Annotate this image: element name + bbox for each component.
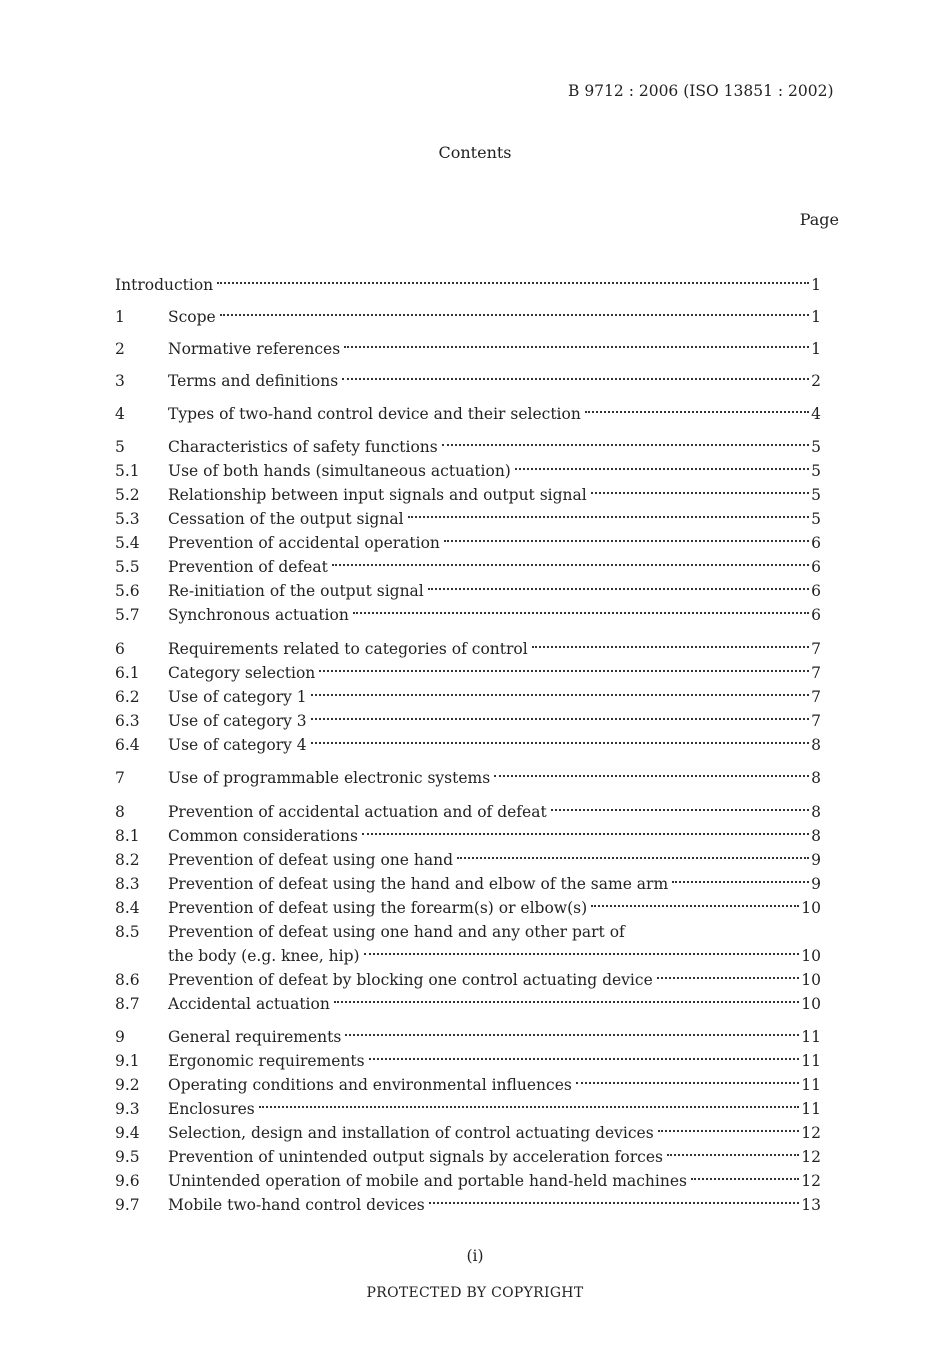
toc-entry-page: 9 (811, 875, 821, 893)
toc-entry-number: 9.2 (115, 1076, 140, 1094)
toc-entry-page: 10 (801, 947, 821, 965)
dot-leader (667, 1154, 799, 1156)
toc-entry[interactable] (115, 555, 821, 579)
toc-entry-line (168, 1169, 821, 1193)
toc-entry-title: Prevention of accidental operation (168, 531, 444, 555)
toc-entry-page: 10 (801, 995, 821, 1013)
dot-leader (220, 314, 809, 316)
toc-entry-number: 5.7 (115, 606, 140, 624)
toc-entry-title: Use of category 3 (168, 709, 311, 733)
toc-entry-number: 8.3 (115, 875, 140, 893)
toc-entry-number: 5.5 (115, 558, 140, 576)
toc-entry-page: 8 (811, 736, 821, 754)
toc-entry-number: 8.1 (115, 827, 140, 845)
toc-entry-line (168, 733, 821, 757)
toc-entry-page: 10 (801, 899, 821, 917)
dot-leader (457, 857, 809, 859)
dot-leader (311, 742, 809, 744)
toc-entry-number: 3 (115, 372, 125, 390)
toc-entry-line (168, 1145, 821, 1169)
toc-entry[interactable] (115, 1097, 821, 1121)
toc-entry-line (168, 507, 821, 531)
dot-leader (345, 1034, 799, 1036)
dot-leader (591, 492, 809, 494)
dot-leader (532, 646, 809, 648)
toc-entry[interactable] (115, 1025, 821, 1049)
toc-entry-page: 12 (801, 1172, 821, 1190)
toc-entry-line (168, 992, 821, 1016)
toc-entry-number: 5.2 (115, 486, 140, 504)
toc-entry-title: Prevention of defeat using one hand (168, 848, 457, 872)
toc-entry-line (168, 459, 821, 483)
toc-entry-number: 5.1 (115, 462, 140, 480)
toc-entry-page: 5 (811, 462, 821, 480)
toc-entry-page: 9 (811, 851, 821, 869)
toc-entry-line (168, 944, 821, 968)
toc-entry-line (168, 848, 821, 872)
dot-leader (344, 346, 809, 348)
toc-entry[interactable] (115, 637, 821, 661)
dot-leader (311, 718, 809, 720)
toc-entry[interactable] (115, 273, 821, 297)
toc-entry-line (168, 800, 821, 824)
toc-entry-page: 6 (811, 534, 821, 552)
toc-entry-line (168, 555, 821, 579)
dot-leader (342, 378, 809, 380)
toc-entry-page: 1 (811, 308, 821, 326)
toc-entry-line (168, 824, 821, 848)
toc-entry[interactable] (115, 459, 821, 483)
dot-leader (429, 1202, 800, 1204)
toc-entry-page: 11 (801, 1076, 821, 1094)
toc-entry-title: Use of programmable electronic systems (168, 766, 494, 790)
toc-entry-page: 7 (811, 712, 821, 730)
toc-entry-page: 7 (811, 640, 821, 658)
toc-entry-title: Selection, design and installation of control actuating devices (168, 1121, 658, 1145)
toc-entry-page: 11 (801, 1028, 821, 1046)
toc-entry-page: 10 (801, 971, 821, 989)
toc-entry[interactable] (115, 733, 821, 757)
toc-entry-line (168, 920, 821, 944)
toc-entry-line (168, 1097, 821, 1121)
toc-entry-line (168, 1025, 821, 1049)
toc-entry-title: General requirements (168, 1025, 345, 1049)
toc-entry-line (168, 337, 821, 361)
dot-leader (408, 516, 809, 518)
toc-entry-page: 8 (811, 803, 821, 821)
dot-leader (515, 468, 809, 470)
toc-entry-number: 2 (115, 340, 125, 358)
toc-entry-line (168, 872, 821, 896)
toc-entry[interactable] (115, 800, 821, 824)
toc-entry-line (168, 1121, 821, 1145)
toc-entry-title: Operating conditions and environmental influences (168, 1073, 576, 1097)
toc-entry-title: Prevention of defeat (168, 555, 332, 579)
toc-entry[interactable] (115, 992, 821, 1016)
toc-entry-number: 6.4 (115, 736, 140, 754)
toc-entry[interactable] (115, 1049, 821, 1073)
dot-leader (658, 1130, 800, 1132)
toc-entry-title: the body (e.g. knee, hip) (168, 944, 364, 968)
toc-entry[interactable] (115, 337, 821, 361)
toc-entry[interactable] (115, 872, 821, 896)
toc-entry-title: Types of two-hand control device and their selection (168, 402, 585, 426)
dot-leader (364, 953, 800, 955)
toc-entry[interactable] (115, 579, 821, 603)
toc-entry[interactable] (115, 1073, 821, 1097)
toc-entry-number: 8.6 (115, 971, 140, 989)
toc-entry-page: 11 (801, 1100, 821, 1118)
dot-leader (217, 282, 809, 284)
toc-entry-line (168, 435, 821, 459)
page-column-label: Page (799, 210, 839, 229)
toc-entry[interactable] (115, 1121, 821, 1145)
toc-entry-number: 6.1 (115, 664, 140, 682)
toc-entry-page: 8 (811, 827, 821, 845)
toc-entry-title: Prevention of accidental actuation and of defeat (168, 800, 551, 824)
toc-entry-line (168, 661, 821, 685)
toc-entry-line (168, 1049, 821, 1073)
toc-entry-line (168, 968, 821, 992)
toc-entry-number: 9.7 (115, 1196, 140, 1214)
toc-entry-title: Cessation of the output signal (168, 507, 408, 531)
toc-entry-number: 8 (115, 803, 125, 821)
copyright-notice: PROTECTED BY COPYRIGHT (366, 1285, 584, 1301)
toc-entry-title: Use of category 1 (168, 685, 311, 709)
toc-entry-page: 6 (811, 558, 821, 576)
dot-leader (691, 1178, 799, 1180)
toc-entry-number: 8.4 (115, 899, 140, 917)
toc-entry-number: 8.5 (115, 923, 140, 941)
toc-entry-page: 2 (811, 372, 821, 390)
toc-entry-title: Common considerations (168, 824, 362, 848)
toc-entry-title: Enclosures (168, 1097, 259, 1121)
dot-leader (585, 411, 809, 413)
toc-entry-title: Prevention of defeat using one hand and any other part of (168, 920, 629, 944)
toc-entry-title: Accidental actuation (168, 992, 334, 1016)
dot-leader (672, 881, 809, 883)
toc-entry[interactable] (115, 766, 821, 790)
toc-entry-title: Use of both hands (simultaneous actuation) (168, 459, 515, 483)
toc-entry-number: 6.3 (115, 712, 140, 730)
toc-entry-title: Synchronous actuation (168, 603, 353, 627)
toc-entry-number: 5.4 (115, 534, 140, 552)
toc-entry-title: Prevention of defeat by blocking one control actuating device (168, 968, 657, 992)
toc-entry-title: Use of category 4 (168, 733, 311, 757)
toc-entry[interactable] (115, 402, 821, 426)
toc-entry-page: 7 (811, 664, 821, 682)
toc-entry-page: 1 (811, 340, 821, 358)
toc-entry-title: Normative references (168, 337, 344, 361)
toc-entry-page: 6 (811, 606, 821, 624)
toc-entry-title: Introduction (115, 273, 217, 297)
toc-entry-line (168, 531, 821, 555)
toc-entry-number: 8.2 (115, 851, 140, 869)
toc-entry[interactable] (115, 709, 821, 733)
toc-entry-title: Prevention of defeat using the hand and elbow of the same arm (168, 872, 672, 896)
dot-leader (657, 977, 800, 979)
dot-leader (362, 833, 809, 835)
toc-entry-page: 5 (811, 438, 821, 456)
toc-entry[interactable] (115, 1145, 821, 1169)
toc-entry-line (115, 273, 821, 297)
toc-entry-number: 5.6 (115, 582, 140, 600)
toc-entry-line (168, 579, 821, 603)
toc-entry[interactable] (115, 531, 821, 555)
dot-leader (259, 1106, 800, 1108)
page-number: (i) (466, 1247, 484, 1265)
toc-entry-title: Unintended operation of mobile and portable hand-held machines (168, 1169, 691, 1193)
toc-entry[interactable] (115, 968, 821, 992)
dot-leader (591, 905, 799, 907)
toc-entry[interactable] (115, 824, 821, 848)
toc-entry-title: Terms and definitions (168, 369, 342, 393)
toc-entry-number: 7 (115, 769, 125, 787)
toc-entry-line (168, 896, 821, 920)
page-title: Contents (438, 143, 512, 162)
dot-leader (576, 1082, 799, 1084)
toc-entry[interactable] (115, 305, 821, 329)
toc-entry[interactable] (115, 1169, 821, 1193)
toc-entry[interactable] (115, 848, 821, 872)
toc-entry[interactable] (115, 507, 821, 531)
toc-entry[interactable] (115, 661, 821, 685)
toc-entry[interactable] (115, 483, 821, 507)
toc-entry-page: 6 (811, 582, 821, 600)
toc-entry-number: 5 (115, 438, 125, 456)
toc-entry[interactable] (115, 920, 821, 944)
toc-entry-number: 5.3 (115, 510, 140, 528)
toc-entry[interactable] (115, 896, 821, 920)
toc-entry-line (168, 369, 821, 393)
toc-entry-line (168, 1193, 821, 1217)
dot-leader (551, 809, 809, 811)
toc-entry-line (168, 305, 821, 329)
toc-entry-line (168, 637, 821, 661)
toc-entry-page: 5 (811, 510, 821, 528)
toc-entry-title: Category selection (168, 661, 319, 685)
toc-entry-title: Characteristics of safety functions (168, 435, 442, 459)
toc-entry-number: 4 (115, 405, 125, 423)
dot-leader (444, 540, 809, 542)
dot-leader (353, 612, 809, 614)
toc-entry-title: Ergonomic requirements (168, 1049, 369, 1073)
toc-entry-title: Relationship between input signals and output signal (168, 483, 591, 507)
toc-entry[interactable] (115, 944, 821, 968)
toc-entry-line (168, 1073, 821, 1097)
document-code: B 9712 : 2006 (ISO 13851 : 2002) (568, 82, 834, 100)
dot-leader (428, 588, 809, 590)
toc-entry-number: 9 (115, 1028, 125, 1046)
toc-entry-number: 1 (115, 308, 125, 326)
toc-entry-number: 6 (115, 640, 125, 658)
toc-entry-page: 4 (811, 405, 821, 423)
toc-entry-title: Re-initiation of the output signal (168, 579, 428, 603)
toc-entry-title: Mobile two-hand control devices (168, 1193, 429, 1217)
toc-entry-page: 11 (801, 1052, 821, 1070)
dot-leader (442, 444, 809, 446)
toc-entry-number: 9.4 (115, 1124, 140, 1142)
dot-leader (311, 694, 809, 696)
dot-leader (334, 1001, 799, 1003)
toc-entry-number: 9.1 (115, 1052, 140, 1070)
dot-leader (332, 564, 809, 566)
toc-entry-title: Scope (168, 305, 220, 329)
toc-entry-line (168, 709, 821, 733)
dot-leader (369, 1058, 800, 1060)
toc-entry[interactable] (115, 1193, 821, 1217)
toc-entry-line (168, 766, 821, 790)
dot-leader (319, 670, 809, 672)
toc-entry-page: 13 (801, 1196, 821, 1214)
toc-entry-number: 6.2 (115, 688, 140, 706)
toc-entry-page: 5 (811, 486, 821, 504)
toc-entry[interactable] (115, 369, 821, 393)
toc-entry-line (168, 402, 821, 426)
dot-leader (494, 775, 809, 777)
toc-entry-title: Requirements related to categories of control (168, 637, 532, 661)
toc-entry-page: 1 (811, 276, 821, 294)
toc-entry-page: 12 (801, 1148, 821, 1166)
toc-entry[interactable] (115, 685, 821, 709)
toc-entry-number: 9.6 (115, 1172, 140, 1190)
toc-entry-line (168, 483, 821, 507)
toc-entry-page: 8 (811, 769, 821, 787)
toc-entry-title: Prevention of unintended output signals by acceleration forces (168, 1145, 667, 1169)
toc-entry-title: Prevention of defeat using the forearm(s) or elbow(s) (168, 896, 591, 920)
toc-entry-number: 9.5 (115, 1148, 140, 1166)
toc-entry[interactable] (115, 435, 821, 459)
toc-entry-page: 12 (801, 1124, 821, 1142)
toc-entry-number: 8.7 (115, 995, 140, 1013)
toc-entry-page: 7 (811, 688, 821, 706)
toc-entry-line (168, 603, 821, 627)
toc-entry-number: 9.3 (115, 1100, 140, 1118)
toc-entry-line (168, 685, 821, 709)
toc-entry[interactable] (115, 603, 821, 627)
